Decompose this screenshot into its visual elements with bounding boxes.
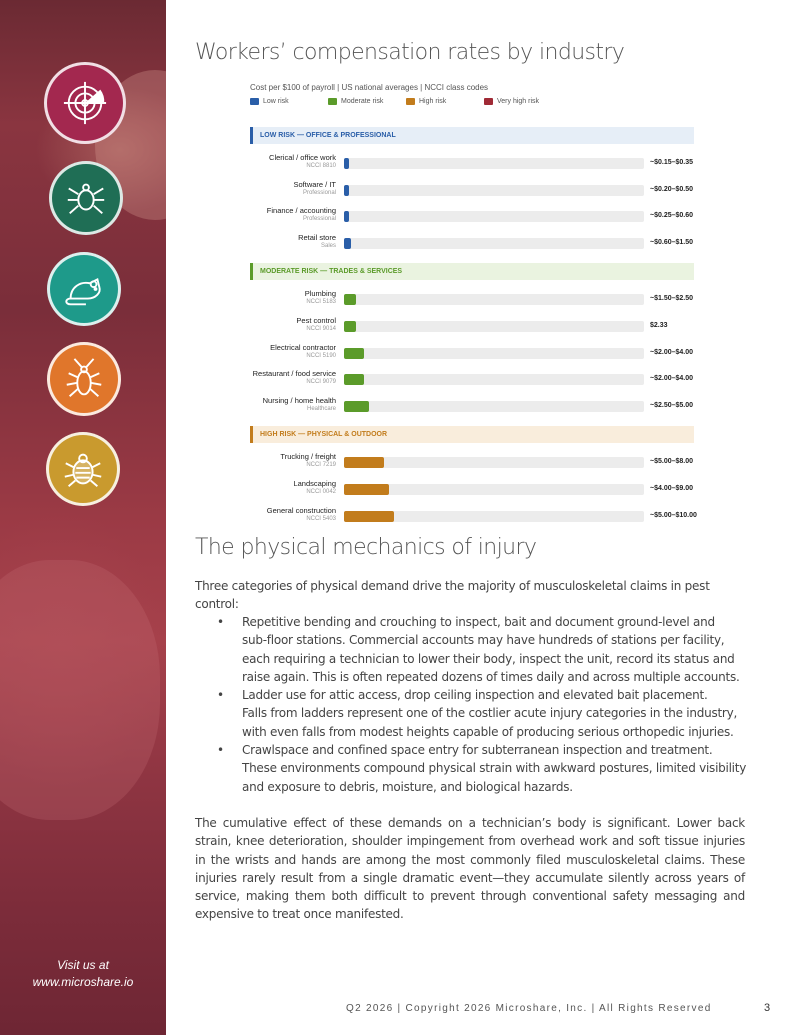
industry-code: NCCI 0042	[306, 489, 336, 495]
bar-track	[344, 185, 644, 196]
bar-track	[344, 211, 644, 222]
industry-code: NCCI 9079	[306, 379, 336, 386]
bullet-line: sub-floor stations. Commercial accounts may have hundreds of stations per facility,	[242, 633, 725, 648]
bullet-list	[215, 613, 747, 796]
workers-comp-chart	[248, 80, 696, 520]
legend-swatch	[484, 98, 493, 105]
industry-label: Pest control	[296, 316, 336, 325]
value-label: ~$2.00–$4.00	[650, 348, 694, 356]
industry-code: NCCI 5403	[306, 515, 336, 522]
bullet-line: with even falls from modest heights capable of producing serious orthopedic injuries.	[242, 724, 734, 739]
value-label: ~$0.60–$1.50	[650, 238, 694, 246]
chart-subtitle: Cost per $100 of payroll | US national averages | NCCI class codes	[250, 83, 489, 92]
bar-fill	[344, 457, 384, 468]
rodent-icon	[47, 252, 121, 326]
legend-label: Moderate risk	[341, 98, 384, 105]
industry-label: Plumbing	[304, 289, 336, 299]
tick-icon	[49, 161, 123, 235]
industry-code: Professional	[302, 216, 336, 223]
bullet-item	[215, 613, 740, 686]
bar-track	[344, 294, 644, 305]
value-label: ~$2.00–$4.00	[650, 375, 694, 383]
value-label: ~$5.00–$10.00	[650, 511, 697, 519]
bar-fill	[344, 211, 349, 222]
legend-swatch	[250, 98, 259, 105]
bullet-line: These environments compound physical strain with awkward postures, limited visibility	[242, 761, 747, 776]
bar-track	[344, 401, 644, 412]
bar-fill	[344, 374, 364, 385]
industry-code: NCCI 5183	[306, 299, 336, 306]
value-label: ~$2.50–$5.00	[650, 401, 694, 409]
bullet-line: and exposure to debris, moisture, and biological hazards.	[242, 779, 573, 794]
legend-item	[328, 98, 406, 105]
legend-label: Low risk	[263, 98, 289, 105]
bar-fill	[344, 511, 394, 522]
industry-label: Restaurant / food service	[252, 369, 336, 379]
bar-track	[344, 374, 644, 385]
bar-track	[344, 457, 644, 468]
intro-paragraph: Three categories of physical demand drive the majority of musculoskeletal claims in pest control:	[195, 579, 710, 612]
legend-item	[250, 98, 328, 105]
value-label: ~$1.50–$2.50	[650, 295, 694, 303]
industry-label: General construction	[266, 505, 336, 515]
bullet-line: raise again. This is often repeated dozens of times daily and across multiple accounts.	[242, 669, 740, 684]
bullet-item	[215, 741, 747, 796]
bullet-marker: •	[217, 688, 224, 703]
bullet-line: Repetitive bending and crouching to inspect, bait and document ground-level and	[242, 615, 715, 629]
bar-fill	[344, 294, 356, 305]
industry-code: NCCI 8810	[306, 163, 336, 169]
bar-fill	[344, 401, 369, 412]
value-label: ~$0.25–$0.60	[650, 212, 694, 220]
industry-label: Finance / accounting	[266, 206, 336, 216]
legend-item	[406, 98, 484, 105]
value-label: ~$0.20–$0.50	[650, 185, 694, 193]
chart-legend	[250, 98, 562, 105]
risk-group-header: MODERATE RISK — TRADES & SERVICES	[250, 263, 694, 280]
bullet-line: each requiring a technician to lower their body, inspect the unit, record its status and	[242, 651, 735, 666]
industry-label: Electrical contractor	[270, 342, 336, 352]
industry-code: Sales	[320, 242, 336, 249]
bar-track	[344, 484, 644, 495]
cockroach-icon	[47, 342, 121, 416]
bar-track	[344, 321, 644, 332]
bar-fill	[344, 185, 349, 196]
bedbug-icon	[46, 432, 120, 506]
photo-highlight-lower	[0, 560, 160, 820]
industry-label: Retail store	[298, 232, 336, 242]
legend-swatch	[328, 98, 337, 105]
bullet-marker: •	[217, 743, 224, 758]
industry-code: Healthcare	[306, 405, 336, 412]
bar-track	[344, 238, 644, 249]
bar-fill	[344, 158, 349, 169]
section-title: Workers’ compensation rates by industry	[195, 40, 625, 65]
value-label: $2.33	[650, 322, 668, 329]
bar-track	[344, 348, 644, 359]
closing-paragraph: The cumulative effect of these demands on a technician’s body is significant. Lower back strain, knee deterioration, shoulder impingement from overhead work and soft tissue injuries in the wrists and hands are among the most commonly filed musculoskeletal claims. These injuries rarely result from a single dramatic event—they accumulate silently across years of service, making them both difficult to prevent through conventional safety messaging and expensive to treat once manifested.	[195, 816, 745, 922]
industry-label: Clerical / office work	[269, 153, 336, 162]
bar-fill	[344, 348, 364, 359]
section2-title: The physical mechanics of injury	[195, 535, 537, 560]
industry-label: Trucking / freight	[280, 452, 336, 462]
industry-code: NCCI 5190	[306, 352, 336, 359]
bullet-item	[215, 686, 738, 741]
bar-fill	[344, 484, 389, 495]
industry-code: NCCI 7219	[306, 462, 336, 469]
risk-group-header: LOW RISK — OFFICE & PROFESSIONAL	[250, 127, 694, 144]
footer-copyright: Q2 2026 | Copyright 2026 Microshare, Inc. | All Rights Reserved	[346, 1003, 712, 1014]
industry-label: Nursing / home health	[262, 395, 336, 405]
risk-group-header: HIGH RISK — PHYSICAL & OUTDOOR	[250, 426, 694, 443]
page-number: 3	[764, 1002, 771, 1014]
legend-swatch	[406, 98, 415, 105]
visit-label: Visit us at	[57, 958, 109, 972]
bullet-line: Crawlspace and confined space entry for subterranean inspection and treatment.	[242, 743, 713, 758]
bar-fill	[344, 238, 351, 249]
legend-item	[484, 98, 562, 105]
industry-code: NCCI 9014	[306, 326, 336, 332]
legend-label: Very high risk	[497, 98, 540, 105]
industry-label: Software / IT	[293, 179, 336, 189]
legend-label: High risk	[419, 98, 447, 105]
website-link[interactable]: www.microshare.io	[32, 975, 134, 989]
bar-fill	[344, 321, 356, 332]
value-label: ~$5.00–$8.00	[650, 458, 694, 466]
sidebar-photo	[0, 0, 166, 1035]
industry-label: Landscaping	[293, 479, 336, 488]
bullet-marker: •	[217, 615, 224, 629]
bullet-line: Ladder use for attic access, drop ceiling inspection and elevated bait placement.	[242, 688, 708, 703]
value-label: ~$4.00–$9.00	[650, 485, 694, 492]
value-label: ~$0.15–$0.35	[650, 159, 694, 166]
industry-code: Professional	[302, 189, 336, 196]
target-icon	[44, 62, 126, 144]
bar-track	[344, 158, 644, 169]
bullet-line: Falls from ladders represent one of the costlier acute injury categories in the industry,	[242, 706, 738, 721]
